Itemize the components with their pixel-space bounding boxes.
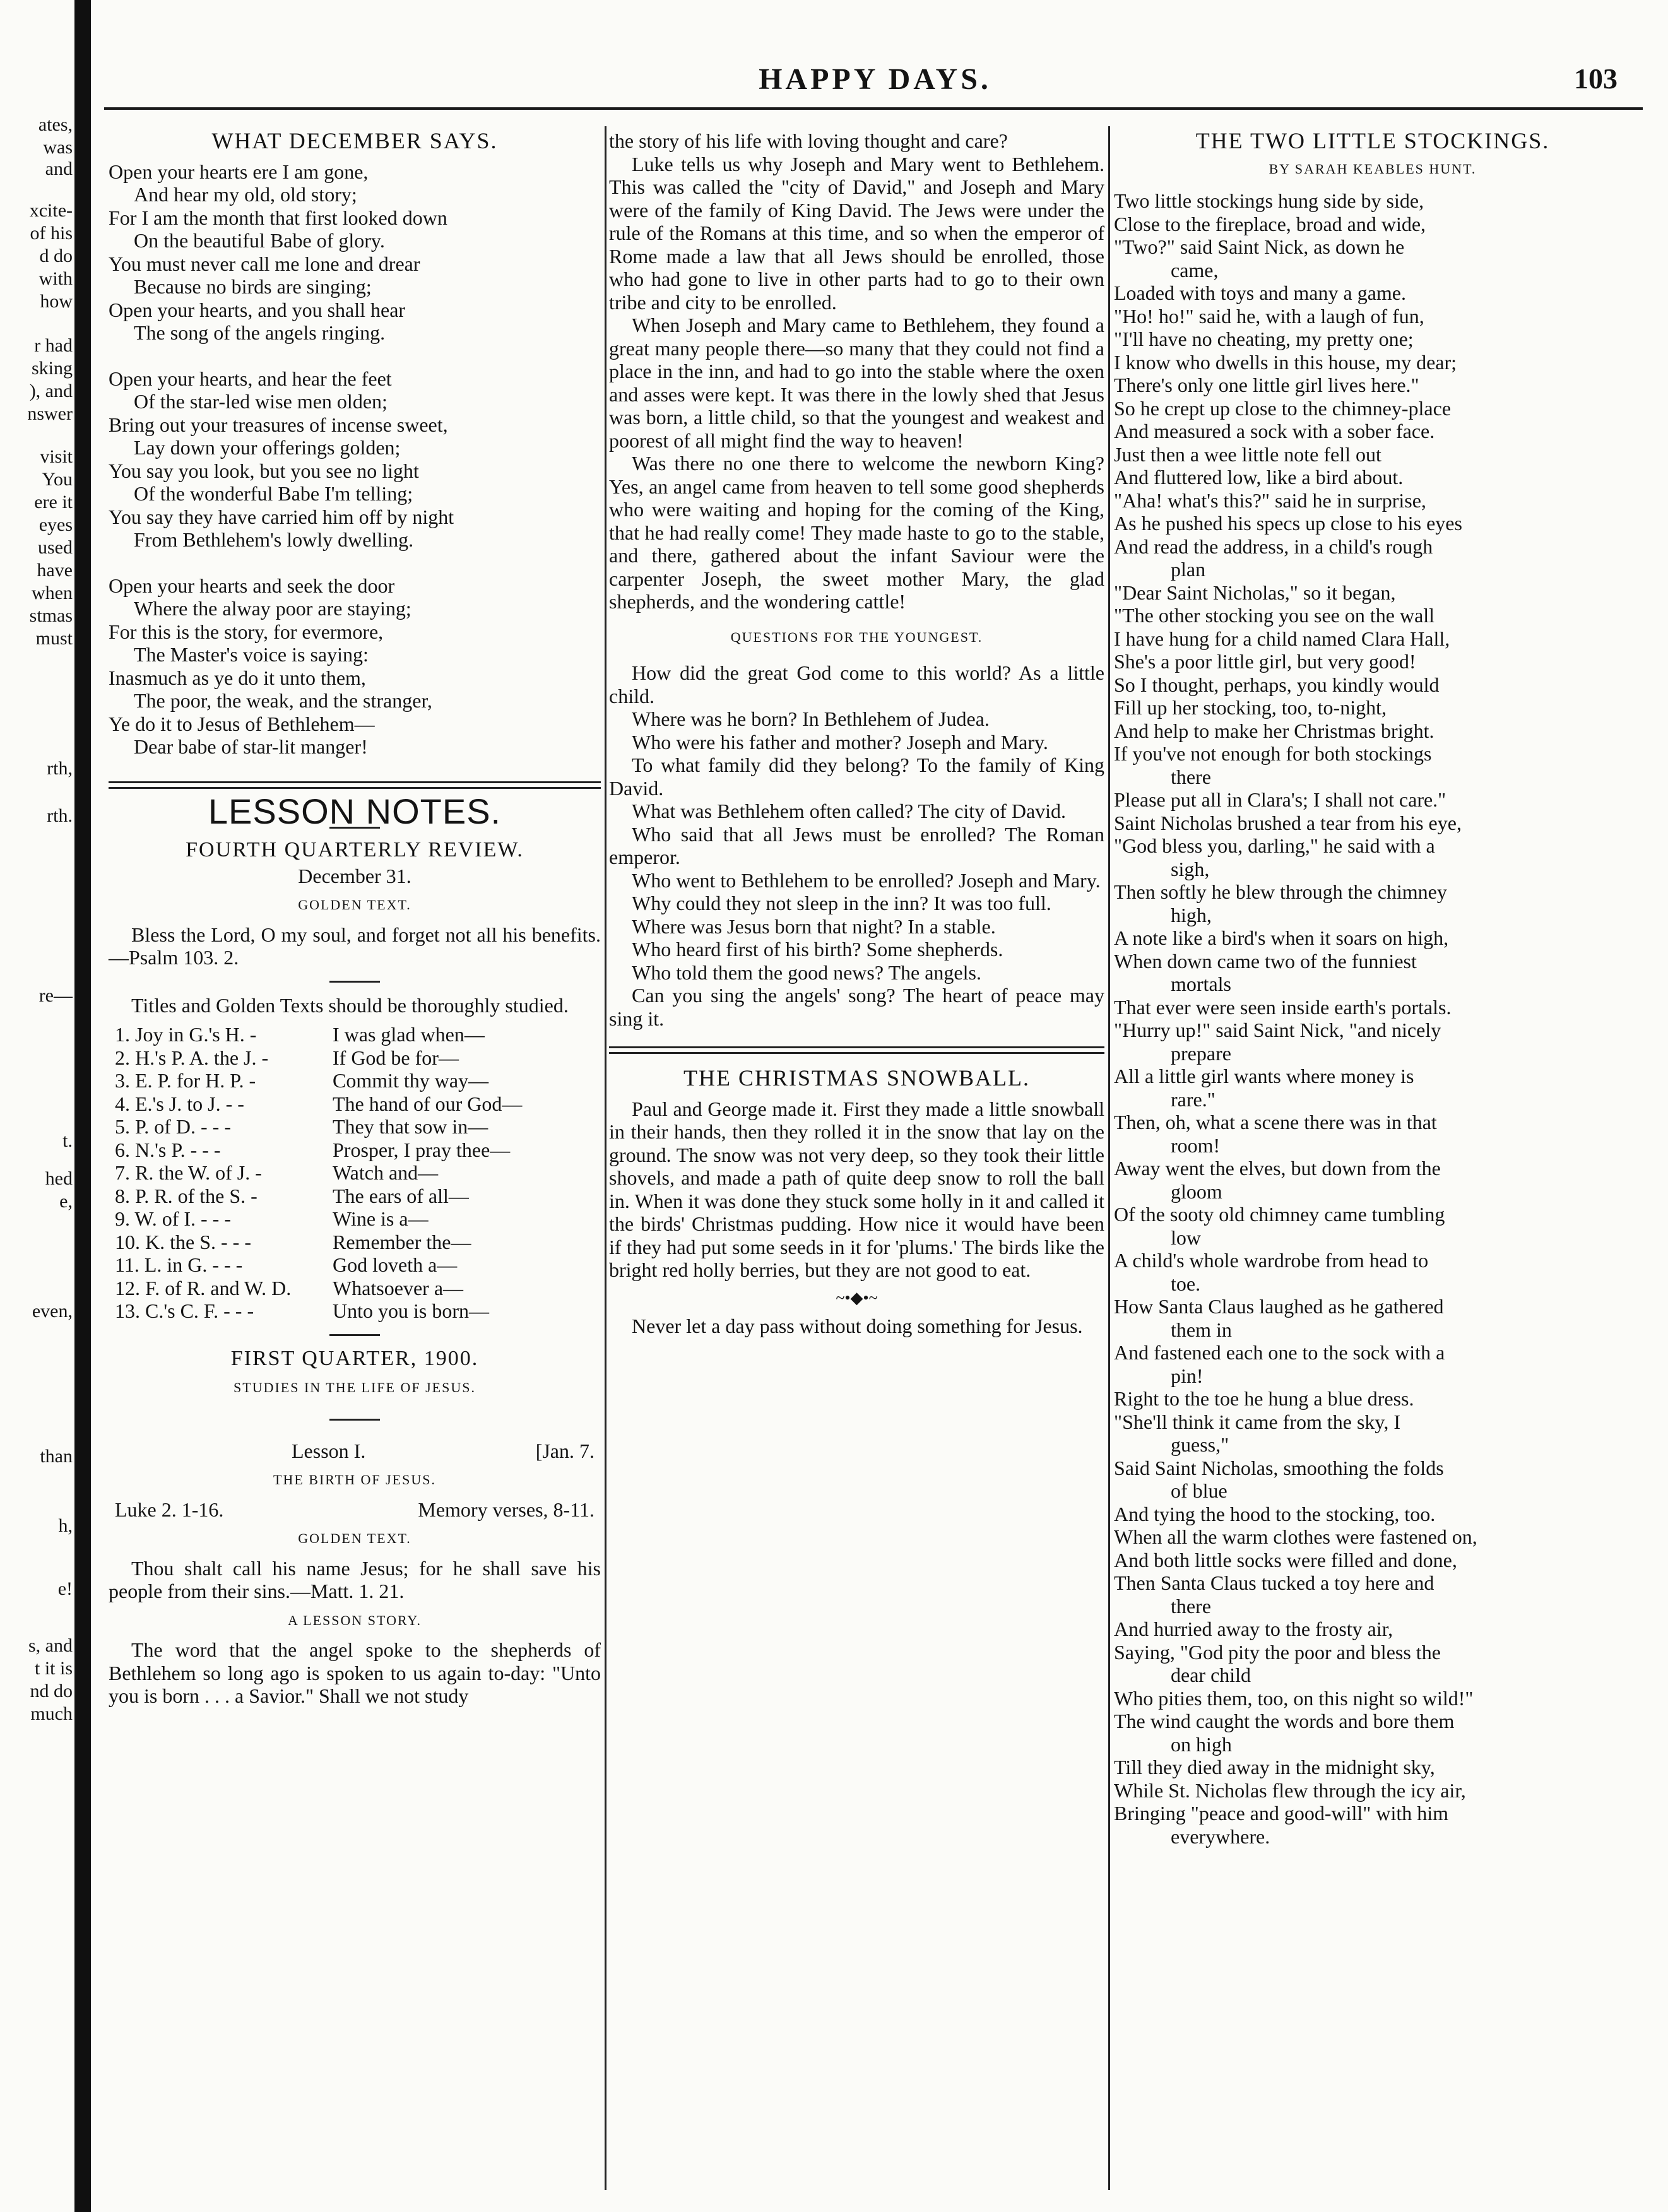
column-1 <box>109 129 601 1708</box>
poem-line: of blue <box>1171 1479 1227 1502</box>
golden-text-label: GOLDEN TEXT. <box>298 897 411 913</box>
bleed-fragment: must <box>35 628 73 649</box>
review-item-text: Wine is a— <box>333 1207 429 1230</box>
review-item-title: 7. R. the W. of J. - <box>115 1161 262 1184</box>
bleed-fragment: s, and <box>28 1635 73 1656</box>
bleed-fragment: e, <box>59 1191 73 1212</box>
poem-line: Then Santa Claus tucked a toy here and <box>1114 1571 1434 1594</box>
snowball-story: Paul and George made it. First they made a little snowball in their hands, then they rolled it in the snow that lay on the ground. The snow was not very deep, so they took their little shovels, and made a path of quite deep snow to roll the ball in. When it was done they stuck some holly in it and called it the birds' Christmas pudding. How nice it would have been if they had put some seeds in it for 'plums.' The birds like the bright red holly berries, but they are not good to eat. <box>609 1097 1104 1281</box>
story-paragraph: the story of his life with loving thought and care? <box>609 129 1008 152</box>
poem-line: Of the star-led wise men olden; <box>134 390 387 413</box>
question-answer: Who went to Bethlehem to be enrolled? Joseph and Mary. <box>632 868 1101 892</box>
poem-line: Then softly he blew through the chimney <box>1114 880 1447 903</box>
lesson-story: The word that the angel spoke to the shepherds of Bethlehem so long ago is spoken to us again to-day: "Unto you is born . . . a Savior." Shall we not study <box>109 1638 601 1707</box>
poem-line: Right to the toe he hung a blue dress. <box>1114 1387 1414 1410</box>
review-item-text: Commit thy way— <box>333 1069 489 1092</box>
poem-line: mortals <box>1171 973 1231 995</box>
review-item-text: Watch and— <box>333 1161 439 1184</box>
bleed-fragment: visit <box>40 446 73 467</box>
question-answer: Who told them the good news? The angels. <box>632 961 981 984</box>
bleed-fragment: and <box>45 158 73 179</box>
scripture-ref: Luke 2. 1-16. <box>115 1498 224 1521</box>
poem-line: When down came two of the funniest <box>1114 949 1417 973</box>
review-item <box>109 1092 601 1116</box>
poem-line: All a little girl wants where money is <box>1114 1065 1414 1087</box>
poem-line: everywhere. <box>1171 1825 1270 1848</box>
poem-line: And hurried away to the frosty air, <box>1114 1618 1393 1640</box>
question-answer: To what family did they belong? To the family of King David. <box>609 754 1104 800</box>
review-item-title: 5. P. of D. - - - <box>115 1115 231 1138</box>
short-rule <box>329 1334 380 1336</box>
poem-line: Then, oh, what a scene there was in that <box>1114 1111 1437 1133</box>
poem-title: WHAT DECEMBER SAYS. <box>211 128 498 153</box>
review-item-title: 1. Joy in G.'s H. - <box>115 1023 257 1046</box>
poem-line: Fill up her stocking, too, to-night, <box>1114 696 1387 719</box>
poem-line: If you've not enough for both stockings <box>1114 742 1432 765</box>
poem-line: That ever were seen inside earth's portals. <box>1114 995 1452 1019</box>
review-item-title: 13. C.'s C. F. - - - <box>115 1299 254 1322</box>
poem-line: Open your hearts, and hear the feet <box>109 367 392 390</box>
bleed-fragment: nswer <box>27 403 73 424</box>
poem-line: "I'll have no cheating, my pretty one; <box>1114 328 1414 350</box>
poem-line: On the beautiful Babe of glory. <box>134 229 385 252</box>
poem-line: dear child <box>1171 1664 1251 1686</box>
poem-line: And measured a sock with a sober face. <box>1114 420 1435 442</box>
poem-line: them in <box>1171 1318 1232 1341</box>
review-item-text: They that sow in— <box>333 1115 488 1138</box>
poem-line: And fluttered low, like a bird about. <box>1114 466 1404 488</box>
poem-line: I know who dwells in this house, my dear; <box>1114 350 1457 374</box>
review-item <box>109 1046 601 1070</box>
column-divider <box>1108 126 1110 2190</box>
question-answer: Where was he born? In Bethlehem of Judea. <box>632 707 990 730</box>
review-item-text: The hand of our God— <box>333 1092 523 1115</box>
poem-line: gloom <box>1171 1180 1222 1203</box>
poem-line: Till they died away in the midnight sky, <box>1114 1756 1435 1778</box>
poem-line: Of the sooty old chimney came tumbling <box>1114 1203 1445 1226</box>
poem-line: For this is the story, for evermore, <box>109 620 384 643</box>
poem-line: room! <box>1171 1133 1221 1157</box>
bleed-fragment: have <box>37 560 73 581</box>
golden-text: Thou shalt call his name Jesus; for he shall save his people from their sins.—Matt. 1. 21. <box>109 1556 601 1602</box>
review-item-text: I was glad when— <box>333 1023 485 1046</box>
poem-line: The song of the angels ringing. <box>134 321 386 344</box>
poem-line: I have hung for a child named Clara Hall, <box>1114 627 1450 650</box>
studies-subtitle: STUDIES IN THE LIFE OF JESUS. <box>234 1380 476 1395</box>
poem-line: The Master's voice is saying: <box>134 643 369 666</box>
poem-body <box>109 160 601 759</box>
page-number: 103 <box>1574 62 1618 95</box>
poem-line: When all the warm clothes were fastened on, <box>1114 1525 1477 1548</box>
poem-line: "She'll think it came from the sky, I <box>1114 1410 1400 1433</box>
bleed-fragment: d do <box>39 245 73 266</box>
bleed-fragment: than <box>40 1446 73 1467</box>
review-item-text: If God be for— <box>333 1046 459 1069</box>
review-title: FOURTH QUARTERLY REVIEW. <box>186 838 524 861</box>
poem-line: For I am the month that first looked down <box>109 206 447 229</box>
question-answer: Where was Jesus born that night? In a stable. <box>632 914 996 938</box>
poem-line: The poor, the weak, and the stranger, <box>134 689 432 712</box>
poem-line: Please put all in Clara's; I shall not care." <box>1114 788 1446 811</box>
review-item <box>109 1299 601 1323</box>
question-answer: Who heard first of his birth? Some shepherds. <box>632 938 1003 961</box>
question-answer: Why could they not sleep in the inn? It was too full. <box>632 892 1051 914</box>
bleed-fragment: ere it <box>34 492 73 512</box>
bleed-fragment: e! <box>57 1578 73 1599</box>
poem-line: There's only one little girl lives here." <box>1114 374 1419 396</box>
stanza <box>109 367 601 552</box>
review-item <box>109 1207 601 1231</box>
story-paragraph: When Joseph and Mary came to Bethlehem, they found a great many people there—so many that they could not find a place in the inn, and had to go into the stable where the oxen and asses were kept. It was there in the lowly shed that Jesus was born, a little child, so that the youngest and weakest and poorest of all might find the way to heaven! <box>609 314 1104 452</box>
poem-line: So I thought, perhaps, you kindly would <box>1114 673 1440 696</box>
poem-line: "Ho! ho!" said he, with a laugh of fun, <box>1114 304 1424 328</box>
poem-line: Just then a wee little note fell out <box>1114 442 1381 466</box>
poem-line: You say they have carried him off by night <box>109 505 454 528</box>
poem-line: Bring out your treasures of incense sweet, <box>109 413 448 436</box>
poem-line: Where the alway poor are staying; <box>134 597 411 620</box>
first-quarter-title: FIRST QUARTER, 1900. <box>230 1346 479 1370</box>
review-item <box>109 1161 601 1185</box>
poem-line: You must never call me lone and drear <box>109 252 420 275</box>
review-item-title: 10. K. the S. - - - <box>115 1230 251 1253</box>
poem-line: Saying, "God pity the poor and bless the <box>1114 1640 1441 1664</box>
review-item-title: 9. W. of I. - - - <box>115 1207 231 1230</box>
review-item-title: 12. F. of R. and W. D. <box>115 1276 292 1299</box>
binding-gutter <box>74 0 91 2212</box>
header-rule <box>104 107 1643 110</box>
review-item-title: 6. N.'s P. - - - <box>115 1138 221 1161</box>
questions-list <box>609 661 1104 1030</box>
poem-line: on high <box>1171 1732 1232 1756</box>
poem-line: prepare <box>1171 1041 1231 1065</box>
poem-line: Ye do it to Jesus of Bethlehem— <box>109 712 375 735</box>
scripture-line <box>109 1498 601 1522</box>
poem-line: Loaded with toys and many a game. <box>1114 281 1406 304</box>
stanza <box>109 160 601 345</box>
golden-text-label: GOLDEN TEXT. <box>298 1530 411 1546</box>
bleed-fragment: r had <box>34 335 73 356</box>
poem-line: Open your hearts, and you shall hear <box>109 298 406 321</box>
poem-line: Open your hearts ere I am gone, <box>109 160 369 183</box>
running-title: HAPPY DAYS. <box>759 62 991 96</box>
poem-line: Because no birds are singing; <box>134 275 372 298</box>
poem-line: How Santa Claus laughed as he gathered <box>1114 1295 1444 1318</box>
snowball-title: THE CHRISTMAS SNOWBALL. <box>683 1065 1030 1091</box>
poem-line: sigh, <box>1171 857 1210 880</box>
bleed-fragment: was <box>43 137 73 158</box>
review-item <box>109 1069 601 1092</box>
review-item <box>109 1253 601 1277</box>
story-paragraph: Luke tells us why Joseph and Mary went to Bethlehem. This was called the "city of David," and Joseph and Mary were of the family of King David. The Jews were under the rule of the Romans at this time, and so when the emperor of Rome made a law that all Jews should be enrolled, those who had gone to live in other parts had to go to their own tribe and city to be enrolled. <box>609 152 1104 314</box>
bleed-fragment: stmas <box>29 605 73 626</box>
poem-line: "Hurry up!" said Saint Nick, "and nicely <box>1114 1019 1441 1041</box>
review-item-title: 4. E.'s J. to J. - - <box>115 1092 244 1115</box>
poem-line: Open your hearts and seek the door <box>109 574 395 597</box>
poem-line: plan <box>1171 558 1206 581</box>
poem-line: guess," <box>1171 1433 1229 1456</box>
bleed-fragment: re— <box>38 985 73 1006</box>
poem-line: "Dear Saint Nicholas," so it began, <box>1114 581 1396 604</box>
bleed-fragment: sking <box>31 358 73 379</box>
bleed-fragment: ), and <box>29 381 73 401</box>
lesson-date: [Jan. 7. <box>535 1439 594 1462</box>
section-divider <box>109 781 601 789</box>
review-date: December 31. <box>298 864 411 887</box>
question-answer: What was Bethlehem often called? The city of David. <box>632 800 1067 822</box>
poem-line: Bringing "peace and good-will" with him <box>1114 1802 1449 1825</box>
bleed-fragment: rth, <box>47 758 73 779</box>
poem-line: there <box>1171 1594 1211 1618</box>
bleed-fragment: with <box>38 268 73 289</box>
bleed-fragment: xcite- <box>29 200 73 221</box>
review-item-text: Prosper, I pray thee— <box>333 1138 511 1161</box>
adjacent-page-bleed <box>0 0 79 2212</box>
poem-line: And hear my old, old story; <box>134 183 357 206</box>
titles-note: Titles and Golden Texts should be thoroughly studied. <box>131 993 569 1017</box>
story-paragraph: Was there no one there to welcome the newborn King? Yes, an angel came from heaven to tell some good shepherds who were waiting and hoping for the coming of the King, that he had really come! They made haste to go to the stable, and there, gathered about the infant Saviour were the carpenter Joseph, the sweet mother Mary, the glad shepherds, and the wondering cattle! <box>609 452 1104 613</box>
review-item-text: The ears of all— <box>333 1184 469 1207</box>
review-item <box>109 1023 601 1046</box>
page-header <box>107 57 1643 107</box>
question-answer: Can you sing the angels' song? The heart of peace may sing it. <box>609 984 1104 1030</box>
column-3 <box>1114 129 1631 1848</box>
poem-line: The wind caught the words and bore them <box>1114 1710 1455 1732</box>
poem-line: low <box>1171 1226 1201 1249</box>
poem-line: Who pities them, too, on this night so wild!" <box>1114 1686 1474 1710</box>
bleed-fragment: t. <box>62 1130 73 1151</box>
bleed-fragment: even, <box>32 1301 73 1322</box>
poem-line: You say you look, but you see no light <box>109 459 419 482</box>
review-item <box>109 1115 601 1139</box>
poem-line: Two little stockings hung side by side, <box>1114 189 1424 212</box>
question-answer: Who were his father and mother? Joseph and Mary. <box>632 730 1048 754</box>
bleed-fragment: of his <box>30 223 73 244</box>
poem-line: And tying the hood to the stocking, too. <box>1114 1502 1436 1525</box>
poem-line: From Bethlehem's lowly dwelling. <box>134 528 414 551</box>
bleed-fragment: rth. <box>47 805 73 826</box>
question-answer: Who said that all Jews must be enrolled? The Roman emperor. <box>609 822 1104 868</box>
poem-line: Close to the fireplace, broad and wide, <box>1114 212 1426 235</box>
bleed-fragment: eyes <box>38 514 73 535</box>
memory-verses: Memory verses, 8-11. <box>418 1498 594 1521</box>
bleed-fragment: ates, <box>38 114 73 135</box>
ornament-divider: ~•◆•~ <box>836 1288 878 1307</box>
poem-line: As he pushed his specs up close to his eyes <box>1114 512 1462 535</box>
lesson-label: Lesson I. <box>292 1439 366 1462</box>
bleed-fragment: nd do <box>30 1681 73 1701</box>
poem-line: "Two?" said Saint Nick, as down he <box>1114 235 1405 258</box>
lesson-story-label: A LESSON STORY. <box>288 1612 422 1628</box>
poem-line: A child's whole wardrobe from head to <box>1114 1249 1429 1272</box>
poem-line: Saint Nicholas brushed a tear from his eye, <box>1114 811 1462 834</box>
review-list <box>109 1023 601 1323</box>
review-item-text: God loveth a— <box>333 1253 458 1276</box>
poem-line: A note like a bird's when it soars on high, <box>1114 926 1449 949</box>
bleed-fragment: used <box>38 537 73 558</box>
stanza <box>109 574 601 759</box>
bleed-fragment: hed <box>45 1168 73 1189</box>
section-divider <box>609 1046 1104 1054</box>
review-item <box>109 1185 601 1208</box>
poem-line: And help to make her Christmas bright. <box>1114 719 1434 742</box>
review-item <box>109 1277 601 1300</box>
poem-line: Away went the elves, but down from the <box>1114 1157 1441 1180</box>
short-rule <box>329 981 380 983</box>
poem-line: Lay down your offerings golden; <box>134 436 401 459</box>
poem-line: Said Saint Nicholas, smoothing the folds <box>1114 1456 1444 1479</box>
bleed-fragment: You <box>42 469 73 490</box>
poem-line: "Aha! what's this?" said he in surprise, <box>1114 488 1426 512</box>
poem-line: She's a poor little girl, but very good! <box>1114 650 1416 673</box>
review-item-title: 8. P. R. of the S. - <box>115 1184 257 1207</box>
golden-text: Bless the Lord, O my soul, and forget not all his benefits.—Psalm 103. 2. <box>109 923 601 969</box>
poem-line: And both little socks were filled and done, <box>1114 1548 1457 1571</box>
short-rule <box>329 1419 380 1421</box>
column-divider <box>605 126 606 2190</box>
review-item-text: Remember the— <box>333 1230 471 1253</box>
poem-line: rare." <box>1171 1087 1216 1111</box>
review-item-text: Whatsoever a— <box>333 1276 464 1299</box>
poem-line: came, <box>1171 258 1219 281</box>
poem-line: pin! <box>1171 1364 1204 1387</box>
poem-line: And read the address, in a child's rough <box>1114 535 1433 558</box>
poem-line: Dear babe of star-lit manger! <box>134 735 368 758</box>
bleed-fragment: much <box>30 1703 73 1724</box>
bleed-fragment: when <box>32 583 73 603</box>
poem-line: "The other stocking you see on the wall <box>1114 604 1435 627</box>
review-item-title: 3. E. P. for H. P. - <box>115 1069 256 1092</box>
poem-byline: BY SARAH KEABLES HUNT. <box>1269 160 1477 177</box>
review-item <box>109 1139 601 1162</box>
review-item-title: 2. H.'s P. A. the J. - <box>115 1046 269 1069</box>
lesson-topic: THE BIRTH OF JESUS. <box>273 1472 436 1487</box>
poem-line: While St. Nicholas flew through the icy air, <box>1114 1778 1466 1802</box>
poem-line: high, <box>1171 903 1212 926</box>
review-item-title: 11. L. in G. - - - <box>115 1253 243 1276</box>
poem-body <box>1114 189 1631 1848</box>
lesson-header <box>109 1440 601 1463</box>
column-2 <box>609 129 1104 1338</box>
poem-line: there <box>1171 765 1211 788</box>
lesson-notes-heading: LESSON NOTES. <box>208 791 502 831</box>
poem-line: "God bless you, darling," he said with a <box>1114 834 1435 857</box>
question-answer: How did the great God come to this world? As a little child. <box>609 661 1104 707</box>
review-item <box>109 1231 601 1254</box>
poem-line: Of the wonderful Babe I'm telling; <box>134 482 413 505</box>
bleed-fragment: how <box>40 291 73 312</box>
poem-title: THE TWO LITTLE STOCKINGS. <box>1195 128 1550 153</box>
poem-line: And fastened each one to the sock with a <box>1114 1341 1445 1364</box>
bleed-fragment: t it is <box>34 1658 73 1679</box>
poem-line: So he crept up close to the chimney-place <box>1114 396 1452 420</box>
poem-line: toe. <box>1171 1272 1201 1295</box>
closing-line: Never let a day pass without doing something for Jesus. <box>632 1315 1083 1337</box>
review-item-text: Unto you is born— <box>333 1299 489 1322</box>
bleed-fragment: h, <box>58 1515 73 1536</box>
questions-label: QUESTIONS FOR THE YOUNGEST. <box>730 629 983 645</box>
poem-line: Inasmuch as ye do it unto them, <box>109 666 366 689</box>
